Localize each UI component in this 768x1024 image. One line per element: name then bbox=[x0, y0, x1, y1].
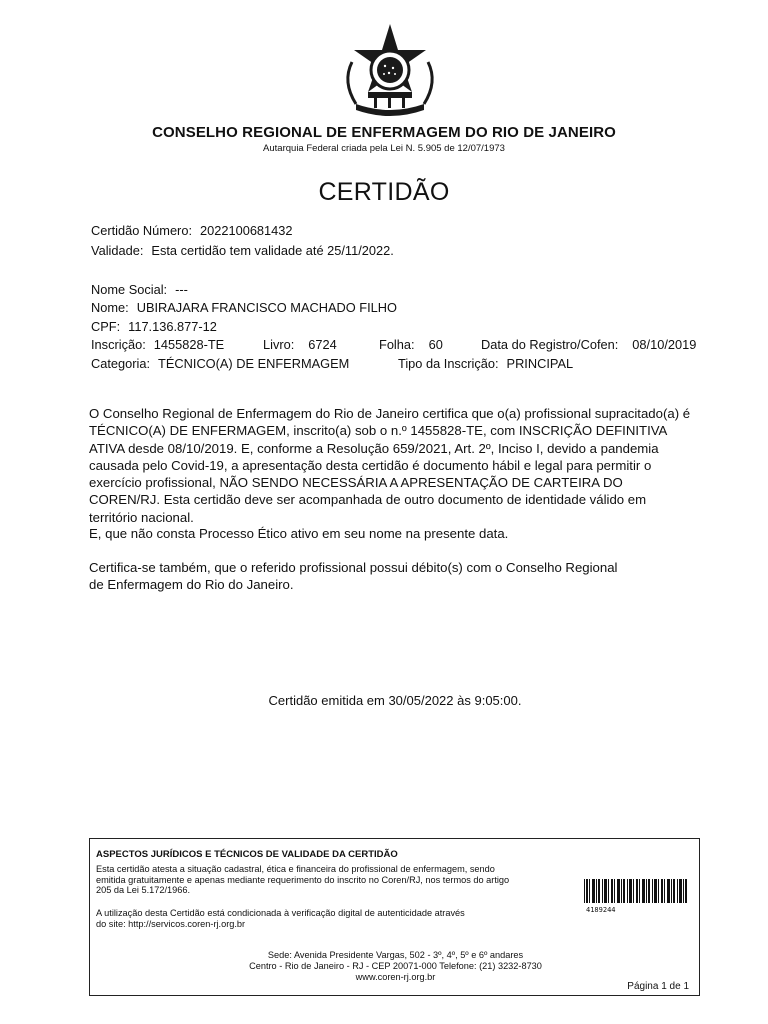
name-row bbox=[91, 300, 397, 315]
registro-field bbox=[481, 337, 696, 352]
legal-box-text-1: Esta certidão atesta a situação cadastral, ética e financeira do profissional de enfermagem, sendo emitida gratuitamente e apenas mediante requerimento do inscrito no Coren/RJ, nos termos do artigo 205 da Lei 5.172/1966. bbox=[96, 864, 510, 896]
registro-value: 08/10/2019 bbox=[632, 337, 697, 352]
inscricao-value: 1455828-TE bbox=[153, 337, 225, 352]
cpf-row bbox=[91, 319, 217, 334]
barcode-number: 4189244 bbox=[586, 906, 616, 914]
inscricao-field bbox=[91, 337, 224, 352]
tipo-inscricao-field bbox=[398, 356, 573, 371]
folha-label: Folha: bbox=[379, 337, 415, 352]
folha-value: 60 bbox=[428, 337, 443, 352]
website-link[interactable]: www.coren-rj.org.br bbox=[355, 972, 436, 982]
livro-label: Livro: bbox=[263, 337, 295, 352]
certificate-number-row bbox=[91, 223, 293, 238]
tipo-inscricao-value: PRINCIPAL bbox=[506, 356, 574, 371]
inscricao-label: Inscrição: bbox=[91, 337, 146, 352]
issued-date: Certidão emitida em 30/05/2022 às 9:05:00. bbox=[268, 693, 522, 708]
page-title: CERTIDÃO bbox=[318, 178, 450, 206]
address-line-2: Centro - Rio de Janeiro - RJ - CEP 20071-000 Telefone: (21) 3232-8730 bbox=[249, 961, 542, 971]
social-name-label: Nome Social: bbox=[91, 282, 168, 297]
address-line-1: Sede: Avenida Presidente Vargas, 502 - 3º, 4º, 5º e 6º andares bbox=[267, 950, 524, 960]
name-value: UBIRAJARA FRANCISCO MACHADO FILHO bbox=[136, 300, 397, 315]
certificate-number-value: 2022100681432 bbox=[200, 223, 293, 238]
livro-field bbox=[263, 337, 337, 352]
categoria-label: Categoria: bbox=[91, 356, 151, 371]
validity-label: Validade: bbox=[91, 243, 144, 258]
org-subtitle: Autarquia Federal criada pela Lei N. 5.905 de 12/07/1973 bbox=[263, 143, 505, 154]
categoria-value: TÉCNICO(A) DE ENFERMAGEM bbox=[158, 356, 350, 371]
certification-text: O Conselho Regional de Enfermagem do Rio de Janeiro certifica que o(a) profissional supracitado(a) é TÉCNICO(A) DE ENFERMAGEM, inscrito(a) sob o n.º 1455828-TE, com INSCRIÇÃO DEFINITIVA ATIVA desde 08/10/2019. E, conforme a Resolução 659/2021, Art. 2º, Inciso I, devido a pandemia causada pelo Covid-19, a apresentação desta certidão é documento hábil e legal para permitir o exercício profissional, NÃO SENDO NECESSÁRIA A APRESENTAÇÃO DE CARTEIRA DO COREN/RJ. Esta certidão deve ser acompanhada de outro documento de identidade válido em território nacional. bbox=[89, 406, 691, 525]
registro-label: Data do Registro/Cofen: bbox=[481, 337, 619, 352]
address-block bbox=[90, 950, 701, 983]
folha-field bbox=[379, 337, 443, 352]
certification-paragraph bbox=[89, 405, 694, 526]
social-name-row bbox=[91, 282, 188, 297]
legal-box-title: ASPECTOS JURÍDICOS E TÉCNICOS DE VALIDADE DA CERTIDÃO bbox=[96, 849, 398, 860]
debt-text: Certifica-se também, que o referido profissional possui débito(s) com o Conselho Regional de Enfermagem do Rio do Janeiro. bbox=[89, 560, 618, 593]
legal-box-text-2: A utilização desta Certidão está condicionada à verificação digital de autenticidade através do site: http://servicos.coren-rj.org.br bbox=[96, 908, 465, 929]
ethics-paragraph bbox=[89, 525, 709, 542]
validity-row bbox=[91, 243, 394, 258]
categoria-field bbox=[91, 356, 349, 371]
tipo-inscricao-label: Tipo da Inscrição: bbox=[398, 356, 499, 371]
ethics-text: E, que não consta Processo Ético ativo em seu nome na presente data. bbox=[89, 526, 509, 541]
brazil-coat-of-arms-icon bbox=[338, 22, 442, 126]
barcode-icon bbox=[584, 879, 688, 903]
legal-aspects-box bbox=[89, 838, 700, 996]
page-number: Página 1 de 1 bbox=[627, 981, 689, 992]
livro-value: 6724 bbox=[308, 337, 337, 352]
name-label: Nome: bbox=[91, 300, 129, 315]
validity-value: Esta certidão tem validade até 25/11/2022. bbox=[151, 243, 394, 258]
social-name-value: --- bbox=[175, 282, 188, 297]
debt-paragraph bbox=[89, 559, 629, 594]
cpf-value: 117.136.877-12 bbox=[128, 319, 217, 334]
cpf-label: CPF: bbox=[91, 319, 121, 334]
certificate-number-label: Certidão Número: bbox=[91, 223, 192, 238]
org-name: CONSELHO REGIONAL DE ENFERMAGEM DO RIO DE JANEIRO bbox=[152, 124, 616, 141]
